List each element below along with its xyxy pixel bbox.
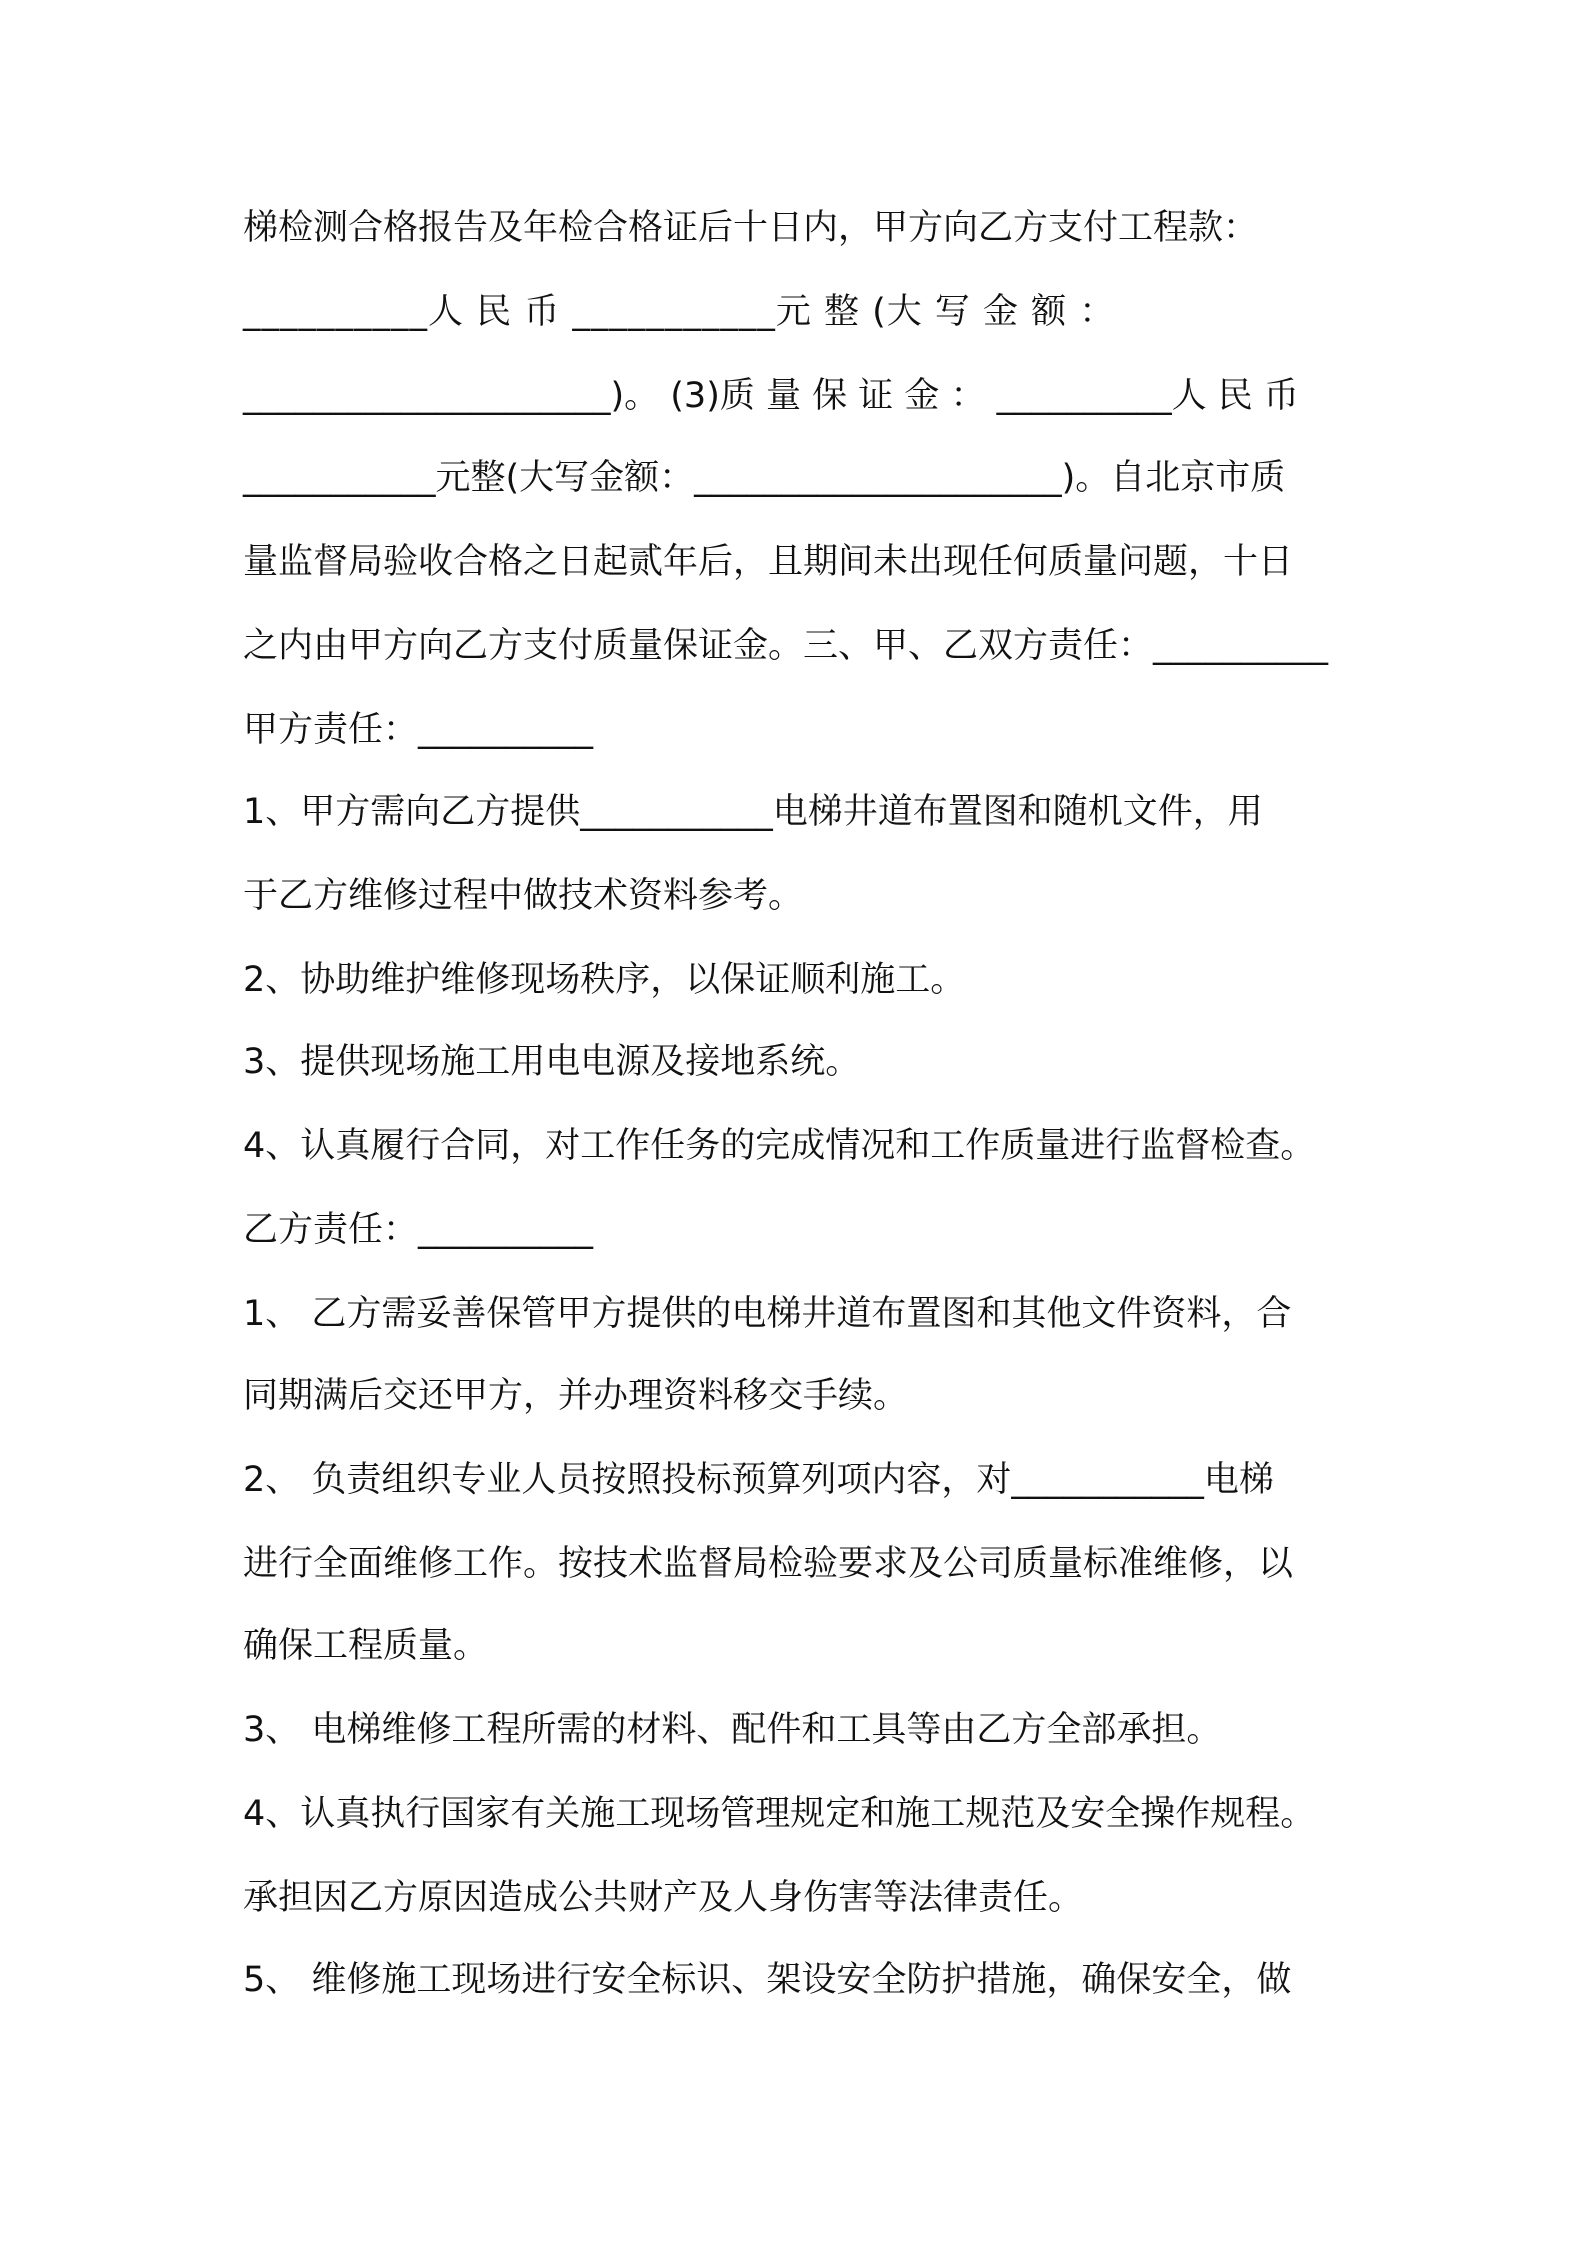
text-line-4: ___________元整(大写金额：_____________________)。自北京市质: [243, 458, 1286, 498]
text-line-10: 2、协助维护维修现场秩序，以保证顺利施工。: [243, 960, 966, 1000]
text-line-12: 4、认真履行合同，对工作任务的完成情况和工作质量进行监督检查。: [243, 1126, 1316, 1166]
text-line-9: 于乙方维修过程中做技术资料参考。: [243, 876, 804, 916]
text-line-7: 甲方责任：__________: [243, 710, 594, 750]
text-line-22: 5、 维修施工现场进行安全标识、架设安全防护措施，确保安全，做: [243, 1960, 1292, 2000]
text-line-11: 3、提供现场施工用电电源及接地系统。: [243, 1042, 861, 1082]
text-line-16: 2、 负责组织专业人员按照投标预算列项内容，对___________电梯: [243, 1460, 1274, 1500]
text-line-17: 进行全面维修工作。按技术监督局检验要求及公司质量标准维修，以: [243, 1544, 1294, 1584]
text-line-13: 乙方责任：__________: [243, 1210, 594, 1250]
text-line-8: 1、甲方需向乙方提供___________电梯井道布置图和随机文件，用: [243, 792, 1263, 832]
text-line-15: 同期满后交还甲方，并办理资料移交手续。: [243, 1376, 909, 1416]
text-line-2: __________人 民 币 ___________元 整 (大 写 金 额 ：: [243, 292, 1116, 332]
text-line-14: 1、 乙方需妥善保管甲方提供的电梯井道布置图和其他文件资料，合: [243, 1294, 1292, 1334]
text-line-5: 量监督局验收合格之日起贰年后，且期间未出现任何质量问题，十日: [243, 542, 1294, 582]
text-line-1: 梯检测合格报告及年检合格证后十日内，甲方向乙方支付工程款：: [243, 208, 1259, 248]
text-line-19: 3、 电梯维修工程所需的材料、配件和工具等由乙方全部承担。: [243, 1710, 1222, 1750]
text-line-18: 确保工程质量。: [243, 1626, 489, 1666]
text-line-21: 承担因乙方原因造成公共财产及人身伤害等法律责任。: [243, 1878, 1084, 1918]
text-line-20: 4、认真执行国家有关施工现场管理规定和施工规范及安全操作规程。: [243, 1794, 1316, 1834]
text-line-3: _____________________)。 (3)质 量 保 证 金 ： __________人 民 币: [243, 376, 1299, 416]
text-line-6: 之内由甲方向乙方支付质量保证金。三、甲、乙双方责任：__________: [243, 626, 1329, 666]
